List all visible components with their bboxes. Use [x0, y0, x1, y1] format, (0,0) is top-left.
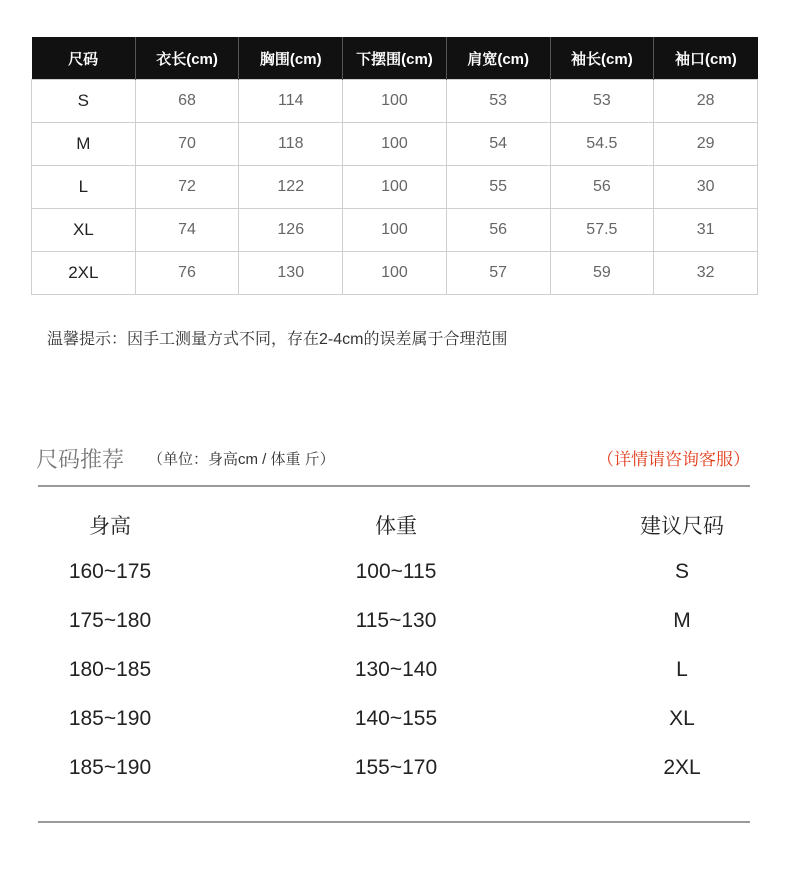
size-label: M	[32, 123, 136, 166]
header-chest: 胸围(cm)	[239, 37, 343, 80]
header-weight: 体重	[375, 515, 417, 538]
table-cell: 32	[654, 252, 758, 295]
table-cell: 57.5	[550, 209, 654, 252]
recommendation-row	[0, 609, 790, 658]
recommendation-unit: （单位：身高cm / 体重 斤）	[148, 451, 335, 468]
table-cell: 100	[343, 252, 447, 295]
table-cell: 100	[343, 166, 447, 209]
suggested-size: L	[676, 658, 688, 681]
table-cell: 68	[135, 80, 239, 123]
header-length: 衣长(cm)	[135, 37, 239, 80]
table-cell: 54.5	[550, 123, 654, 166]
size-chart-header-row	[32, 37, 758, 80]
height-range: 185~190	[68, 756, 152, 779]
table-cell: 28	[654, 80, 758, 123]
table-cell: 126	[239, 209, 343, 252]
height-range: 160~175	[68, 560, 152, 583]
suggested-size: M	[673, 609, 691, 632]
section-divider-top	[38, 485, 750, 487]
table-cell: 29	[654, 123, 758, 166]
height-range: 185~190	[68, 707, 152, 730]
table-cell: 74	[135, 209, 239, 252]
table-cell: 100	[343, 209, 447, 252]
header-shoulder: 肩宽(cm)	[446, 37, 550, 80]
recommendation-title: 尺码推荐	[36, 447, 125, 472]
recommendation-row	[0, 756, 790, 805]
table-cell: 53	[550, 80, 654, 123]
measurement-note: 温馨提示：因手工测量方式不同，存在2-4cm的误差属于合理范围	[47, 331, 508, 348]
table-cell: 114	[239, 80, 343, 123]
weight-range: 100~115	[355, 560, 437, 583]
table-cell: 130	[239, 252, 343, 295]
table-cell: 56	[550, 166, 654, 209]
table-row	[32, 166, 758, 209]
table-cell: 30	[654, 166, 758, 209]
table-cell: 54	[446, 123, 550, 166]
weight-range: 155~170	[354, 756, 438, 779]
table-cell: 122	[239, 166, 343, 209]
header-size: 尺码	[32, 37, 136, 80]
table-cell: 100	[343, 123, 447, 166]
weight-range: 130~140	[354, 658, 438, 681]
weight-range: 140~155	[354, 707, 438, 730]
size-chart-table	[31, 37, 758, 295]
height-range: 175~180	[68, 609, 152, 632]
suggested-size: 2XL	[663, 756, 701, 779]
table-cell: 100	[343, 80, 447, 123]
table-cell: 72	[135, 166, 239, 209]
suggested-size: S	[674, 560, 689, 583]
suggested-size: XL	[669, 707, 695, 730]
table-cell: 57	[446, 252, 550, 295]
section-divider-bottom	[38, 821, 750, 823]
recommendation-row	[0, 560, 790, 609]
table-row	[32, 80, 758, 123]
recommendation-row	[0, 658, 790, 707]
header-suggested-size: 建议尺码	[640, 515, 724, 538]
table-cell: 53	[446, 80, 550, 123]
size-label: S	[32, 80, 136, 123]
customer-service-note: （详情请咨询客服）	[597, 450, 750, 469]
table-cell: 76	[135, 252, 239, 295]
table-cell: 118	[239, 123, 343, 166]
size-label: XL	[32, 209, 136, 252]
weight-range: 115~130	[355, 609, 437, 632]
header-cuff: 袖口(cm)	[654, 37, 758, 80]
table-row	[32, 123, 758, 166]
height-range: 180~185	[68, 658, 152, 681]
header-sleeve-length: 袖长(cm)	[550, 37, 654, 80]
recommendation-row	[0, 707, 790, 756]
table-row	[32, 252, 758, 295]
table-cell: 70	[135, 123, 239, 166]
header-hem: 下摆围(cm)	[343, 37, 447, 80]
table-cell: 56	[446, 209, 550, 252]
table-cell: 55	[446, 166, 550, 209]
recommendation-header-row	[0, 510, 790, 560]
recommendation-table	[0, 510, 790, 805]
table-cell: 31	[654, 209, 758, 252]
table-row	[32, 209, 758, 252]
size-label: L	[32, 166, 136, 209]
size-label: 2XL	[32, 252, 136, 295]
table-cell: 59	[550, 252, 654, 295]
header-height: 身高	[89, 515, 131, 538]
